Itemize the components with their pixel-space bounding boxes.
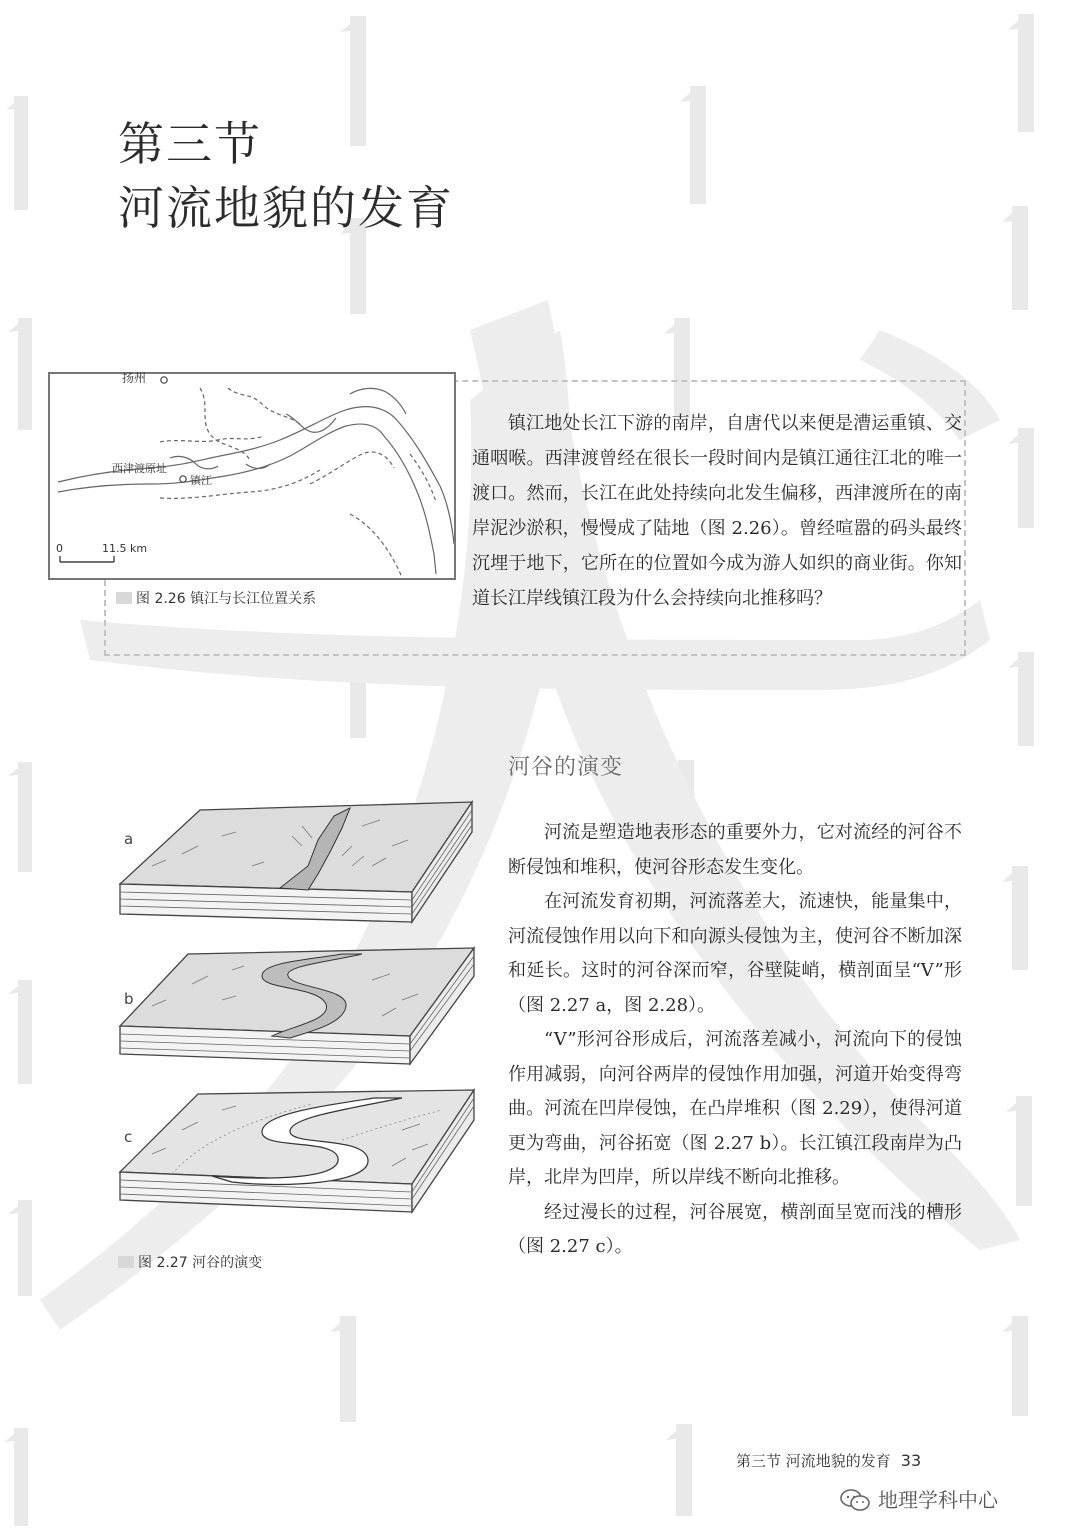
footer-section-title: 第三节 河流地貌的发育	[736, 1452, 891, 1470]
paragraph-4: 经过漫长的过程，河谷展宽，横剖面呈宽而浅的槽形（图 2.27 c）。	[508, 1201, 962, 1257]
section-heading: 河谷的演变	[508, 755, 624, 780]
watermark	[840, 1484, 998, 1513]
intro-paragraph: 镇江地处长江下游的南岸，自唐代以来便是漕运重镇、交通咽喉。西津渡曾经在很长一段时间内是镇江通往江北的唯一渡口。然而，长江在此处持续向北发生偏移，西津渡所在的南岸泥沙淤积，慢慢成了陆地（图 2.26）。曾经喧嚣的码头最终沉埋于地下，它所在的位置如今成为游人如织的商业街。你知道长江岸线镇江段为什么会持续向北推移吗？	[472, 413, 962, 609]
block-diagram-b	[112, 940, 478, 1072]
label-yangzhou: 扬州	[122, 371, 147, 385]
chapter-number: 第三节	[118, 117, 262, 171]
label-a: a	[124, 830, 134, 848]
label-c: c	[124, 1128, 133, 1146]
label-zhenjiang: 镇江	[190, 474, 212, 487]
map-zhenjiang-yangtze	[48, 372, 456, 580]
section-body	[508, 816, 962, 1265]
figure-2-26-caption-text: 图 2.26 镇江与长江位置关系	[136, 591, 317, 607]
chapter-title	[118, 112, 454, 240]
paragraph-3: “V”形河谷形成后，河流落差减小，河流向下的侵蚀作用减弱，向河谷两岸的侵蚀作用加强，河道开始变得弯曲。河流在凹岸侵蚀，在凸岸堆积（图 2.29），使得河道更为弯曲，河谷拓宽（图 2.27 b）。长江镇江段南岸为凸岸，北岸为凹岸，所以岸线不断向北推移。	[508, 1029, 962, 1188]
block-diagram-c	[112, 1080, 478, 1220]
watermark-text: 地理学科中心	[878, 1488, 998, 1512]
chapter-heading: 河流地貌的发育	[118, 181, 454, 235]
figure-2-26-caption	[116, 588, 316, 608]
page-number: 33	[900, 1451, 922, 1470]
figure-2-27-caption-text: 图 2.27 河谷的演变	[138, 1255, 263, 1271]
block-diagram-a	[112, 796, 478, 928]
scale-zero: 0	[56, 542, 63, 555]
paragraph-2: 在河流发育初期，河流落差大，流速快，能量集中，河流侵蚀作用以向下和向源头侵蚀为主，使河谷不断加深和延长。这时的河谷深而窄，谷壁陡峭，横剖面呈“V”形（图 2.27 a，图 2.28）。	[508, 891, 962, 1016]
figure-2-27-caption	[118, 1252, 262, 1272]
label-b: b	[124, 990, 134, 1008]
wechat-icon	[840, 1489, 870, 1511]
page-footer	[736, 1450, 921, 1471]
caption-marker	[116, 592, 132, 604]
label-xijindu-site: 西津渡原址	[112, 462, 167, 475]
paragraph-1: 河流是塑造地表形态的重要外力，它对流经的河谷不断侵蚀和堆积，使河谷形态发生变化。	[508, 822, 962, 878]
scale-distance: 11.5 km	[102, 542, 148, 555]
caption-marker	[118, 1256, 134, 1268]
